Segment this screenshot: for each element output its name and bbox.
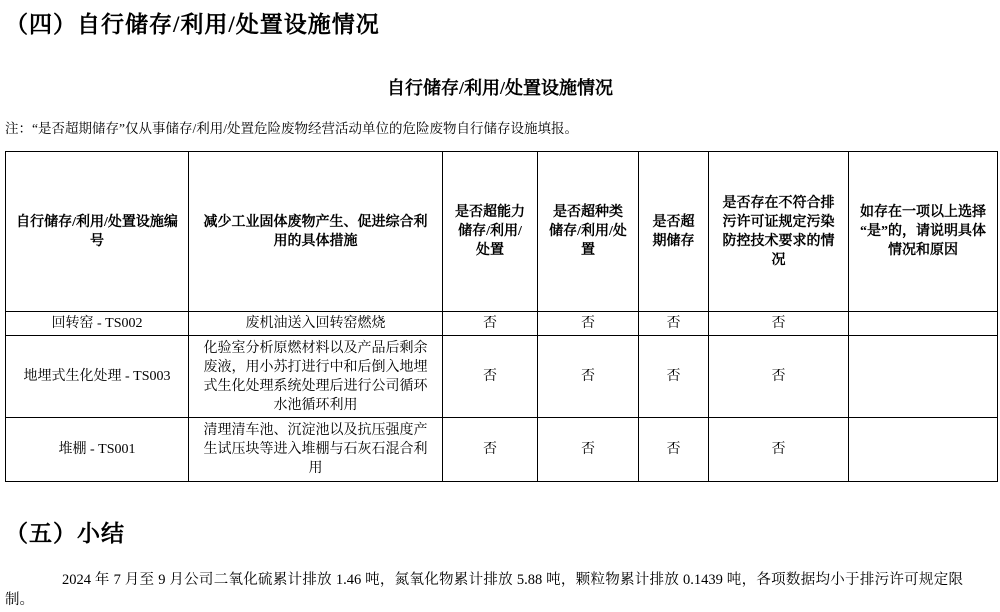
summary-paragraph: 2024 年 7 月至 9 月公司二氧化硫累计排放 1.46 吨，氮氧化物累计排放 5.88 吨，颗粒物累计排放 0.1439 吨，各项数据均小于排污许可规定限制。: [5, 572, 963, 608]
table-head-row: [6, 152, 998, 312]
table-row: [6, 418, 998, 482]
table-cell: 否: [639, 418, 709, 482]
table-cell: 否: [443, 336, 538, 418]
section-heading-5: （五）小结: [5, 521, 125, 546]
column-header: 自行储存/利用/处置设施编号: [6, 152, 189, 312]
table-cell: 否: [538, 312, 639, 336]
column-header: 是否存在不符合排污许可证规定污染防控技术要求的情况: [709, 152, 849, 312]
table-row: [6, 336, 998, 418]
facilities-table: [5, 151, 998, 482]
table-cell: 否: [538, 336, 639, 418]
table-cell: 否: [443, 312, 538, 336]
table-cell: 否: [709, 418, 849, 482]
table-cell: [849, 418, 998, 482]
section-heading-4: （四）自行储存/利用/处置设施情况: [5, 12, 380, 37]
column-header: 是否超能力储存/利用/处置: [443, 152, 538, 312]
table-cell: 回转窑 - TS002: [6, 312, 189, 336]
table-title: 自行储存/利用/处置设施情况: [386, 78, 613, 98]
table-cell: 地埋式生化处理 - TS003: [6, 336, 189, 418]
table-note: 注：“是否超期储存”仅从事储存/利用/处置危险废物经营活动单位的危险废物自行储存设施填报。: [5, 121, 578, 136]
table-cell: 否: [709, 336, 849, 418]
table-cell: 否: [639, 336, 709, 418]
table-row: [6, 312, 998, 336]
table-cell: 否: [709, 312, 849, 336]
column-header: 是否超期储存: [639, 152, 709, 312]
column-header: 减少工业固体废物产生、促进综合利用的具体措施: [189, 152, 443, 312]
table-cell: 否: [443, 418, 538, 482]
table-body: [6, 312, 998, 482]
table-cell: [849, 336, 998, 418]
table-cell: 堆棚 - TS001: [6, 418, 189, 482]
table-cell: 否: [538, 418, 639, 482]
table-cell: 废机油送入回转窑燃烧: [189, 312, 443, 336]
table-cell: [849, 312, 998, 336]
column-header: 是否超种类储存/利用/处置: [538, 152, 639, 312]
table-cell: 化验室分析原燃材料以及产品后剩余废液，用小苏打进行中和后倒入地埋式生化处理系统处理后进行公司循环水池循环利用: [189, 336, 443, 418]
table-cell: 清理清车池、沉淀池以及抗压强度产生试压块等进入堆棚与石灰石混合利用: [189, 418, 443, 482]
table-cell: 否: [639, 312, 709, 336]
column-header: 如存在一项以上选择“是”的，请说明具体情况和原因: [849, 152, 998, 312]
